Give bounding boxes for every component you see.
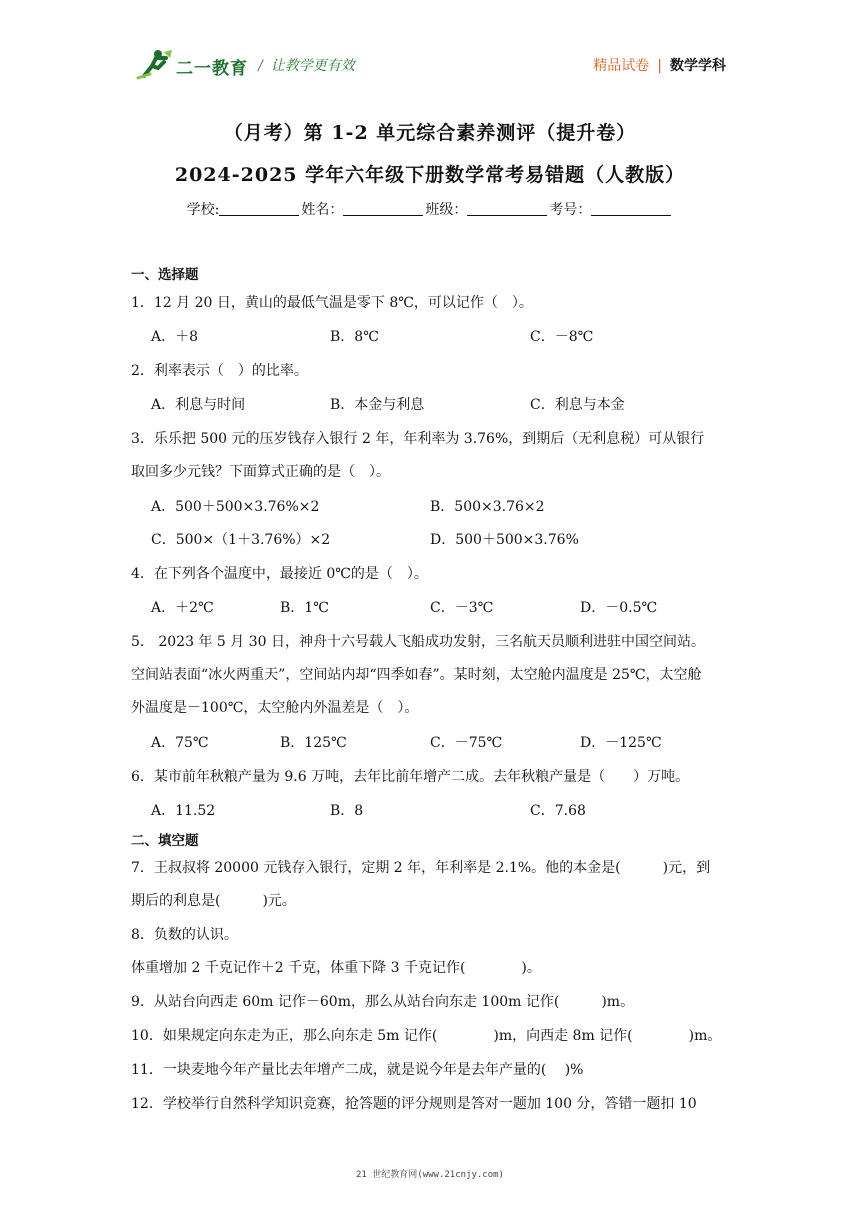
question-1: 1．12 月 20 日，黄山的最低气温是零下 8℃，可以记作（ ）。 xyxy=(131,295,533,311)
exam-title-line1: （月考）第 1-2 单元综合素养测评（提升卷） xyxy=(223,122,637,144)
name-label: 姓名： xyxy=(301,202,344,218)
question-5-line3: 外温度是－100℃，太空舱内外温差是（ ）。 xyxy=(131,700,419,716)
question-12: 12．学校举行自然科学知识竞赛，抢答题的评分规则是答对一题加 100 分，答错一题扣 10 xyxy=(131,1096,697,1112)
q5-option-b: B．125℃ xyxy=(280,735,347,751)
question-8-line2: 体重增加 2 千克记作＋2 千克，体重下降 3 千克记作( )。 xyxy=(131,960,541,976)
question-5-line1: 5． 2023 年 5 月 30 日，神舟十六号载人飞船成功发射，三名航天员顺利进驻中国空间站。 xyxy=(131,634,705,650)
q3-option-d: D．500＋500×3.76% xyxy=(430,532,579,548)
question-7-line2: 期后的利息是( )元。 xyxy=(131,893,296,909)
q6-option-c: C．7.68 xyxy=(530,803,586,819)
q1-option-c: C．－8℃ xyxy=(530,329,594,345)
tag-separator: | xyxy=(657,58,662,74)
page-footer: 21 世纪教育网(www.21cnjy.com) xyxy=(356,1170,504,1180)
section-fill-heading: 二、填空题 xyxy=(131,833,199,849)
q4-option-c: C．－3℃ xyxy=(430,600,494,616)
slogan-separator: / xyxy=(258,58,263,74)
q3-option-c: C．500×（1＋3.76%）×2 xyxy=(151,532,331,548)
question-2: 2．利率表示（ ）的比率。 xyxy=(131,363,308,379)
q5-option-d: D．－125℃ xyxy=(580,735,662,751)
header-tags xyxy=(593,55,726,75)
question-6: 6．某市前年秋粮产量为 9.6 万吨，去年比前年增产二成。去年秋粮产量是（ ）万吨。 xyxy=(131,769,690,785)
slogan-text: 让教学更有效 xyxy=(270,58,355,74)
q2-option-b: B．本金与利息 xyxy=(330,397,425,413)
question-3-line1: 3．乐乐把 500 元的压岁钱存入银行 2 年，年利率为 3.76%，到期后（无利息税）可从银行 xyxy=(131,431,705,447)
class-label: 班级： xyxy=(425,202,468,218)
student-info-row xyxy=(0,199,860,219)
brand-logo xyxy=(136,48,256,80)
school-label: 学校: xyxy=(186,202,220,218)
page-header xyxy=(0,0,860,100)
slogan xyxy=(258,55,355,75)
tag-subject: 数学学科 xyxy=(670,58,726,74)
question-7-line1: 7．王叔叔将 20000 元钱存入银行，定期 2 年，年利率是 2.1%。他的本金是( )元，到 xyxy=(131,860,711,876)
question-3-line2: 取回多少元钱？下面算式正确的是（ ）。 xyxy=(131,464,390,480)
logo-text: 二一教育 xyxy=(176,59,248,79)
tag-quality-paper: 精品试卷 xyxy=(593,58,650,74)
runner-logo-icon xyxy=(136,48,174,80)
q4-option-b: B．1℃ xyxy=(280,600,329,616)
q6-option-a: A．11.52 xyxy=(151,803,216,819)
exam-title-line2: 2024-2025 学年六年级下册数学常考易错题（人教版） xyxy=(174,164,686,186)
question-11: 11．一块麦地今年产量比去年增产二成，就是说今年是去年产量的( )% xyxy=(131,1062,584,1078)
question-4: 4．在下列各个温度中，最接近 0℃的是（ ）。 xyxy=(131,566,428,582)
section-choice-heading: 一、选择题 xyxy=(131,267,199,283)
school-blank xyxy=(219,201,299,216)
q3-option-b: B．500×3.76×2 xyxy=(430,499,545,515)
class-blank xyxy=(467,201,547,216)
q3-option-a: A．500＋500×3.76%×2 xyxy=(151,499,320,515)
q1-option-b: B．8℃ xyxy=(330,329,379,345)
q2-option-a: A．利息与时间 xyxy=(151,397,246,413)
q6-option-b: B．8 xyxy=(330,803,364,819)
q4-option-d: D．－0.5℃ xyxy=(580,600,658,616)
q1-option-a: A．＋8 xyxy=(151,329,199,345)
q5-option-a: A．75℃ xyxy=(151,735,209,751)
question-5-line2: 空间站表面“冰火两重天”，空间站内却“四季如春”。某时刻，太空舱内温度是 25℃，太空舱 xyxy=(131,667,702,683)
question-8-line1: 8．负数的认识。 xyxy=(131,927,238,943)
question-10: 10．如果规定向东走为正，那么向东走 5m 记作( )m，向西走 8m 记作( )m。 xyxy=(131,1028,722,1044)
question-9: 9．从站台向西走 60m 记作－60m，那么从站台向东走 100m 记作( )m。 xyxy=(131,994,635,1010)
q4-option-a: A．＋2℃ xyxy=(151,600,214,616)
number-label: 考号： xyxy=(549,202,592,218)
q5-option-c: C．－75℃ xyxy=(430,735,503,751)
name-blank xyxy=(343,201,423,216)
number-blank xyxy=(591,201,671,216)
q2-option-c: C．利息与本金 xyxy=(530,397,625,413)
